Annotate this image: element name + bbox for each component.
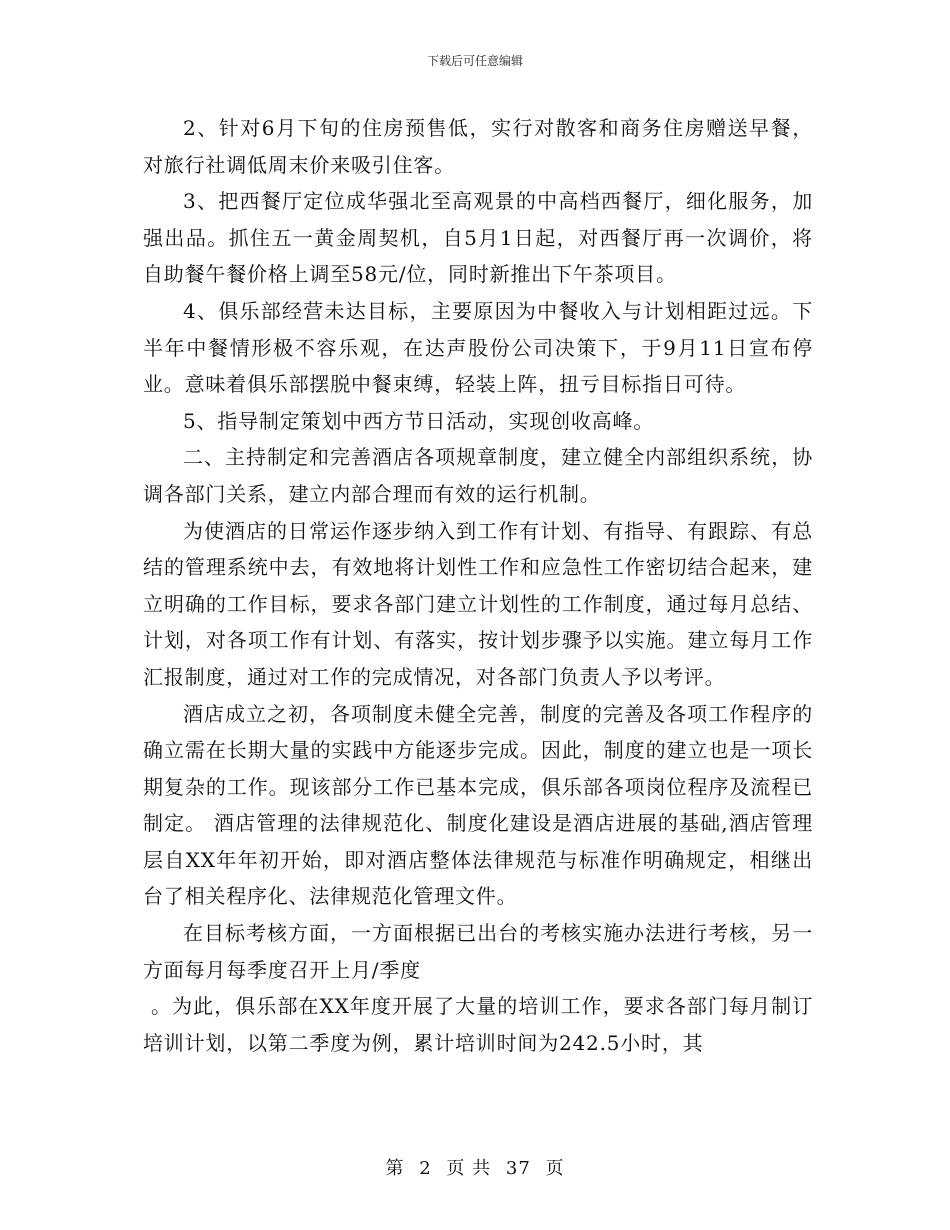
footer-total-pages: 37	[505, 1158, 531, 1179]
paragraph-training: 。为此，俱乐部在XX年度开展了大量的培训工作，要求各部门每月制订培训计划，以第二季度为例，累计培训时间为242.5小时，其	[143, 994, 813, 1055]
footer-suffix: 页	[545, 1158, 565, 1179]
paragraph-item-5: 5、指导制定策划中西方节日活动，实现创收高峰。	[183, 408, 655, 433]
document-body	[143, 110, 813, 1061]
page-header-note: 下载后可任意编辑	[426, 54, 523, 68]
paragraph-assessment: 在目标考核方面，一方面根据已出台的考核实施办法进行考核，另一方面每月每季度召开上月/季度	[143, 921, 813, 982]
paragraph-planning: 为使酒店的日常运作逐步纳入到工作有计划、有指导、有跟踪、有总结的管理系统中去，有效地将计划性工作和应急性工作密切结合起来，建立明确的工作目标，要求各部门建立计划性的工作制度，通过每月总结、计划，对各项工作有计划、有落实，按计划步骤予以实施。建立每月工作汇报制度，通过对工作的完成情况，对各部门负责人予以考评。	[143, 518, 813, 689]
footer-mid: 页 共	[446, 1158, 492, 1179]
paragraph-item-4: 4、俱乐部经营未达目标，主要原因为中餐收入与计划相距过远。下半年中餐情形极不容乐观，在达声股份公司决策下，于9月11日宣布停业。意味着俱乐部摆脱中餐束缚，轻装上阵，扭亏目标指日可待。	[143, 298, 813, 397]
footer-page-number: 2	[419, 1158, 432, 1179]
paragraph-item-3: 3、把西餐厅定位成华强北至高观景的中高档西餐厅，细化服务，加强出品。抓住五一黄金周契机，自5月1日起，对西餐厅再一次调价，将自助餐午餐价格上调至58元/位，同时新推出下午茶项目。	[143, 189, 813, 287]
paragraph-regulations: 酒店成立之初，各项制度未健全完善，制度的完善及各项工作程序的确立需在长期大量的实践中方能逐步完成。因此，制度的建立也是一项长期复杂的工作。现该部分工作已基本完成，俱乐部各项岗位程序及流程已制定。 酒店管理的法律规范化、制度化建设是酒店进展的基础,酒店管理层自XX年年初开始，即对酒店整体法律规范与标准作明确规定，相继出台了相关程序化、法律规范化管理文件。	[143, 701, 813, 909]
footer-prefix: 第	[385, 1158, 405, 1179]
paragraph-item-2: 2、针对6月下旬的住房预售低，实行对散客和商务住房赠送早餐，对旅行社调低周末价来吸引住客。	[143, 116, 813, 177]
section-heading-2: 二、主持制定和完善酒店各项规章制度，建立健全内部组织系统，协调各部门关系，建立内部合理而有效的运行机制。	[143, 445, 813, 506]
page-footer	[0, 1154, 950, 1180]
